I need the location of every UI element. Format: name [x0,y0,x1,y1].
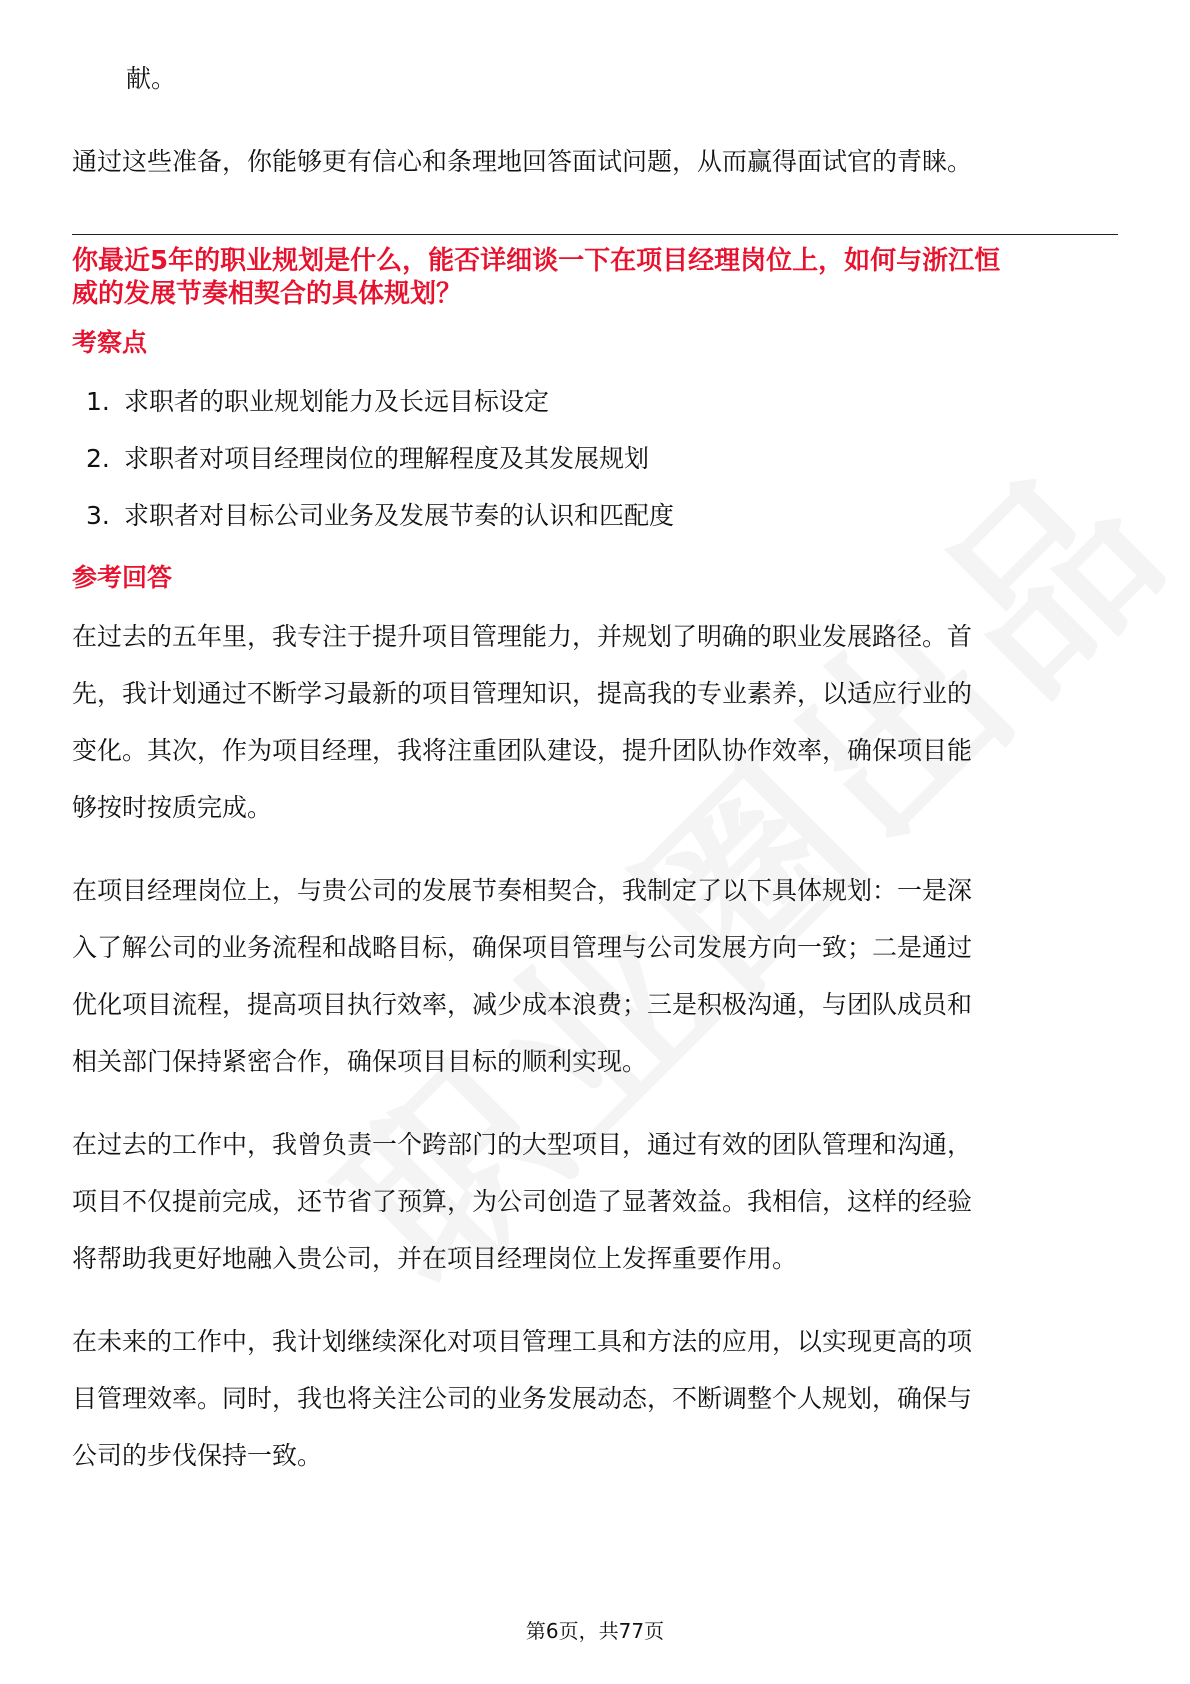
text-line: 入了解公司的业务流程和战略目标，确保项目管理与公司发展方向一致；二是通过 [72,933,973,962]
list-item-number: 1. [86,387,110,416]
text-line: 够按时按质完成。 [72,793,273,822]
text-line: 变化。其次，作为项目经理，我将注重团队建设，提升团队协作效率，确保项目能 [72,736,973,765]
text-line: 目管理效率。同时，我也将关注公司的业务发展动态，不断调整个人规划，确保与 [72,1384,973,1413]
page-footer: 第6页，共77页 [525,1619,665,1643]
text-line: 相关部门保持紧密合作，确保项目目标的顺利实现。 [72,1047,648,1076]
text-line: 在未来的工作中，我计划继续深化对项目管理工具和方法的应用，以实现更高的项 [72,1327,973,1356]
list-item [72,430,1118,487]
text-line: 项目不仅提前完成，还节省了预算，为公司创造了显著效益。我相信，这样的经验 [72,1187,973,1216]
answer-paragraph-2 [72,862,1118,1090]
answer-paragraph-3 [72,1116,1118,1287]
text-line: 在过去的工作中，我曾负责一个跨部门的大型项目，通过有效的团队管理和沟通， [72,1130,973,1159]
closing-line: 通过这些准备，你能够更有信心和条理地回答面试问题，从而赢得面试官的青睐。 [72,147,973,176]
text-line: 在过去的五年里，我专注于提升项目管理能力，并规划了明确的职业发展路径。首 [72,622,973,651]
answer-paragraph-4 [72,1313,1118,1484]
list-item [72,487,1118,544]
question-line-1: 你最近5年的职业规划是什么，能否详细谈一下在项目经理岗位上，如何与浙江恒 [72,246,1001,276]
list-item-text: 求职者的职业规划能力及长远目标设定 [124,387,550,416]
question-line-2: 威的发展节奏相契合的具体规划？ [72,279,463,309]
continued-fragment: 献。 [126,64,177,93]
text-line: 先，我计划通过不断学习最新的项目管理知识，提高我的专业素养，以适应行业的 [72,679,973,708]
kaochadian-list [72,373,1118,544]
text-line: 将帮助我更好地融入贵公司，并在项目经理岗位上发挥重要作用。 [72,1244,798,1273]
list-item-number: 2. [86,444,110,473]
list-item [72,373,1118,430]
question-heading [72,245,1118,311]
text-line: 优化项目流程，提高项目执行效率，减少成本浪费；三是积极沟通，与团队成员和 [72,990,973,1019]
text-line: 公司的步伐保持一致。 [72,1441,323,1470]
list-item-number: 3. [86,501,110,530]
cankao-title: 参考回答 [72,563,173,592]
kaochadian-title: 考察点 [72,328,148,357]
page-content [72,50,1118,1484]
section-divider [72,234,1118,235]
answer-paragraph-1 [72,608,1118,836]
list-item-text: 求职者对目标公司业务及发展节奏的认识和匹配度 [124,501,675,530]
text-line: 在项目经理岗位上，与贵公司的发展节奏相契合，我制定了以下具体规划：一是深 [72,876,973,905]
list-item-text: 求职者对项目经理岗位的理解程度及其发展规划 [124,444,650,473]
